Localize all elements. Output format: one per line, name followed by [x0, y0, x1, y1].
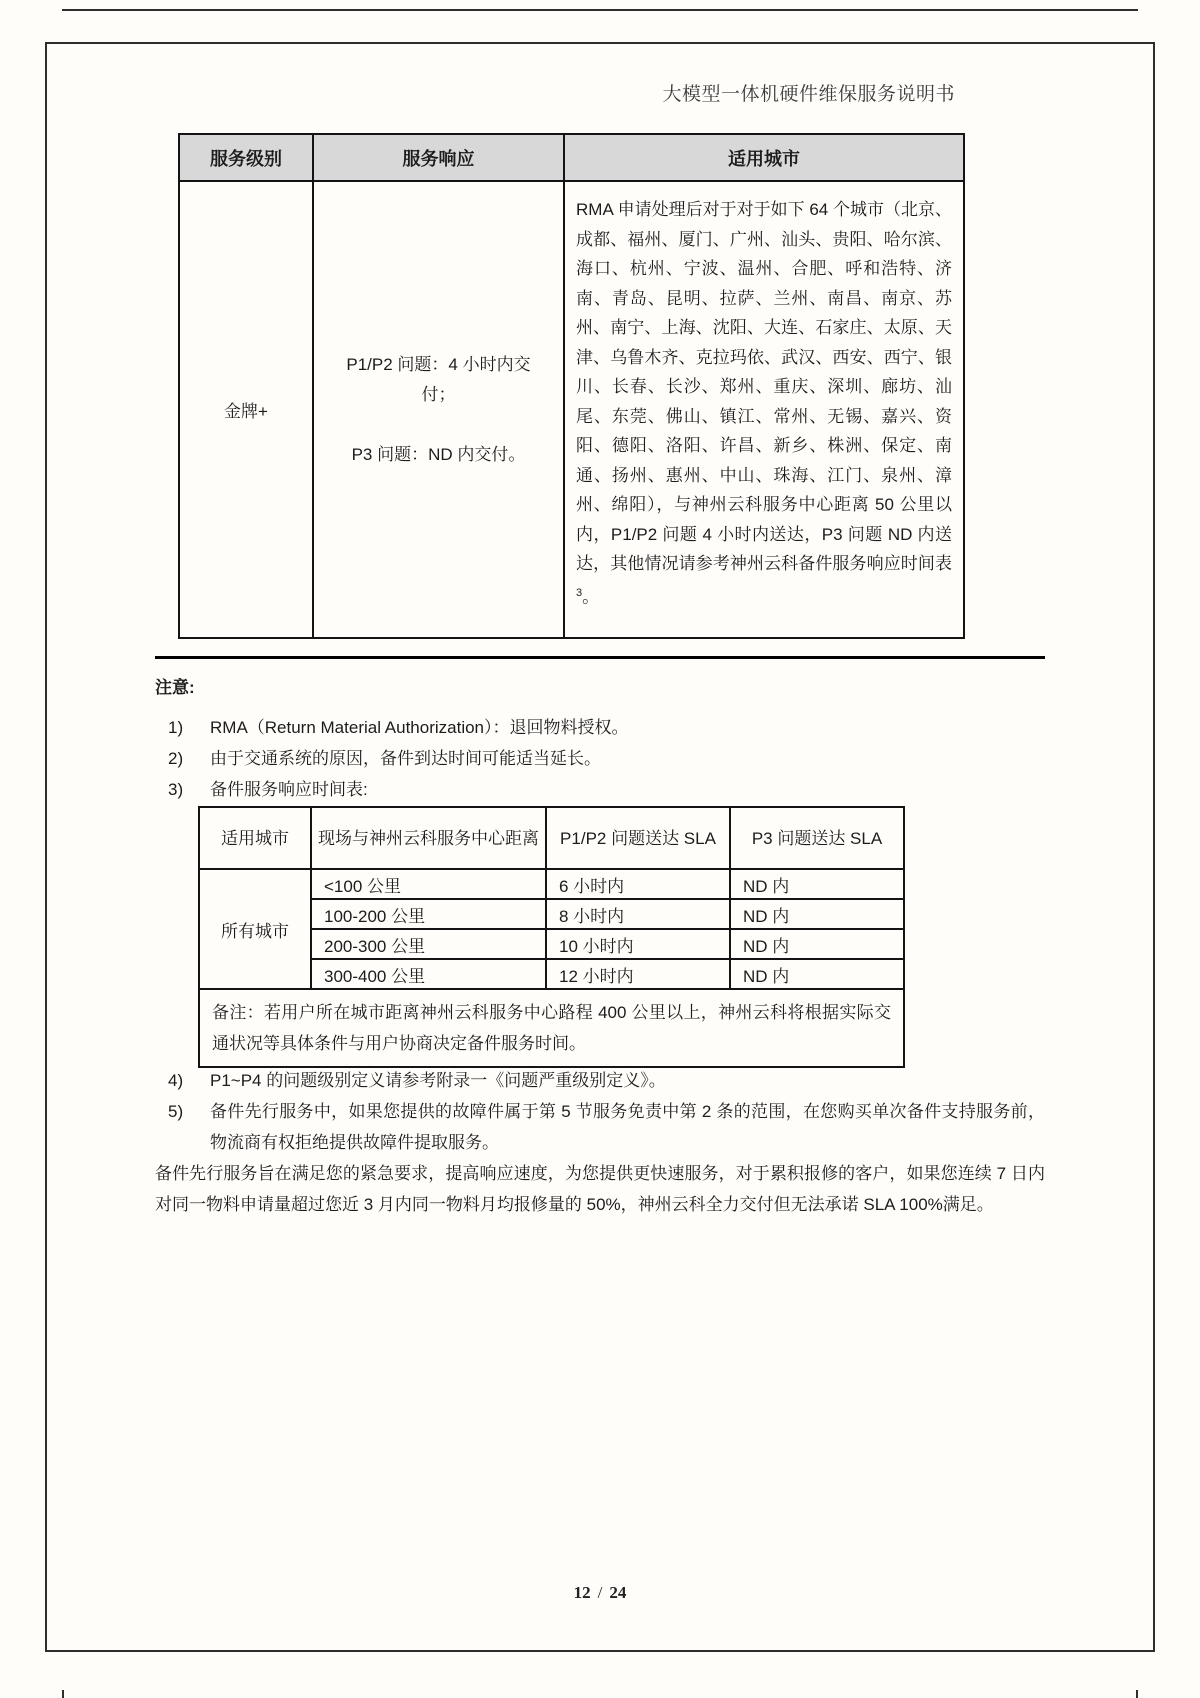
applicable-cities-period: 。: [582, 587, 600, 607]
closing-paragraph: 备件先行服务旨在满足您的紧急要求，提高响应速度，为您提供更快速服务，对于累积报修的客户，如果您连续 7 日内对同一物料申请量超过您近 3 月内同一物料月均报修量的 50%，神州云科全力交付但无法承诺 SLA 100%满足。: [155, 1164, 1045, 1214]
note-text: 备件服务响应时间表:: [210, 780, 368, 799]
page-number-total: 24: [609, 1583, 627, 1602]
note-item-5: [155, 1096, 1045, 1158]
note-number: 5): [168, 1102, 184, 1121]
document-header-title: 大模型一体机硬件维保服务说明书: [662, 84, 955, 105]
sla-distance-cell: 200-300 公里: [311, 929, 546, 959]
page-number-separator: /: [597, 1583, 603, 1602]
note-number: 1): [168, 718, 184, 737]
note-text: RMA（Return Material Authorization）：退回物料授权。: [210, 718, 629, 737]
sla-header-p1p2: P1/P2 问题送达 SLA: [546, 807, 730, 869]
service-table-header-cities: 适用城市: [564, 134, 964, 181]
note-text: 备件先行服务中，如果您提供的故障件属于第 5 节服务免责中第 2 条的范围，在您购买单次备件支持服务前，物流商有权拒绝提供故障件提取服务。: [210, 1102, 1045, 1152]
sla-p3-cell: ND 内: [730, 869, 904, 899]
notes-list-bottom: [155, 1065, 1045, 1220]
note-number: 2): [168, 749, 184, 768]
sla-remark-cell: 备注：若用户所在城市距离神州云科服务中心路程 400 公里以上，神州云科将根据实际交通状况等具体条件与用户协商决定备件服务时间。: [199, 989, 904, 1067]
page-footer: [0, 1583, 1200, 1603]
sla-p1p2-cell: 8 小时内: [546, 899, 730, 929]
note-item-4: [155, 1065, 1045, 1096]
notes-title: 注意:: [155, 678, 195, 697]
notes-list-top: [155, 712, 1045, 805]
sla-header-distance: 现场与神州云科服务中心距离: [311, 807, 546, 869]
sla-p3-cell: ND 内: [730, 899, 904, 929]
next-page-border-stub-right: [1136, 1690, 1138, 1698]
response-p1p2-text: P1/P2 问题：4 小时内交付；: [346, 354, 531, 404]
sla-table-header-row: [199, 807, 904, 869]
sla-table-remark-row: [199, 989, 904, 1067]
service-table-header-response: 服务响应: [313, 134, 564, 181]
service-level-cell: 金牌+: [179, 181, 313, 638]
previous-page-border-line: [62, 9, 1138, 11]
sla-p3-cell: ND 内: [730, 929, 904, 959]
sla-p1p2-cell: 12 小时内: [546, 959, 730, 989]
note-item-2: [155, 743, 1045, 774]
sla-response-table: [198, 806, 905, 1068]
next-page-border-stub-left: [62, 1690, 64, 1698]
note-number: 4): [168, 1071, 184, 1090]
sla-p3-cell: ND 内: [730, 959, 904, 989]
sla-table-row: [199, 869, 904, 899]
note-item-1: [155, 712, 1045, 743]
applicable-cities-text: RMA 申请处理后对于对于如下 64 个城市（北京、成都、福州、厦门、广州、汕头、贵阳、哈尔滨、海口、杭州、宁波、温州、合肥、呼和浩特、济南、青岛、昆明、拉萨、兰州、南昌、南京、苏州、南宁、上海、沈阳、大连、石家庄、太原、天津、乌鲁木齐、克拉玛依、武汉、西安、西宁、银川、长春、长沙、郑州、重庆、深圳、廊坊、汕尾、东莞、佛山、镇江、常州、无锡、嘉兴、资阳、德阳、洛阳、许昌、新乡、株洲、保定、南通、扬州、惠州、中山、珠海、江门、泉州、漳州、绵阳），与神州云科服务中心距离 50 公里以内，P1/P2 问题 4 小时内送达，P3 问题 ND 内送达，其他情况请参考神州云科备件服务响应时间表: [576, 200, 952, 573]
note-text: P1~P4 的问题级别定义请参考附录一《问题严重级别定义》。: [210, 1071, 666, 1090]
note-item-3: [155, 774, 1045, 805]
sla-distance-cell: 100-200 公里: [311, 899, 546, 929]
service-level-table: [178, 133, 965, 639]
sla-city-scope-cell: 所有城市: [199, 869, 311, 989]
sla-distance-cell: 300-400 公里: [311, 959, 546, 989]
footnote-reference: 3: [576, 586, 583, 599]
section-divider-rule: [155, 656, 1045, 659]
sla-header-p3: P3 问题送达 SLA: [730, 807, 904, 869]
note-text: 由于交通系统的原因，备件到达时间可能适当延长。: [210, 749, 601, 768]
sla-distance-cell: <100 公里: [311, 869, 546, 899]
applicable-cities-cell: [564, 181, 964, 638]
service-table-header-level: 服务级别: [179, 134, 313, 181]
page-number-current: 12: [573, 1583, 591, 1602]
note-number: 3): [168, 780, 184, 799]
service-table-body-row: [179, 181, 964, 638]
sla-header-city: 适用城市: [199, 807, 311, 869]
response-p3-text: P3 问题：ND 内交付。: [351, 444, 526, 464]
sla-p1p2-cell: 10 小时内: [546, 929, 730, 959]
service-response-cell: [313, 181, 564, 638]
sla-p1p2-cell: 6 小时内: [546, 869, 730, 899]
service-table-header-row: [179, 134, 964, 181]
